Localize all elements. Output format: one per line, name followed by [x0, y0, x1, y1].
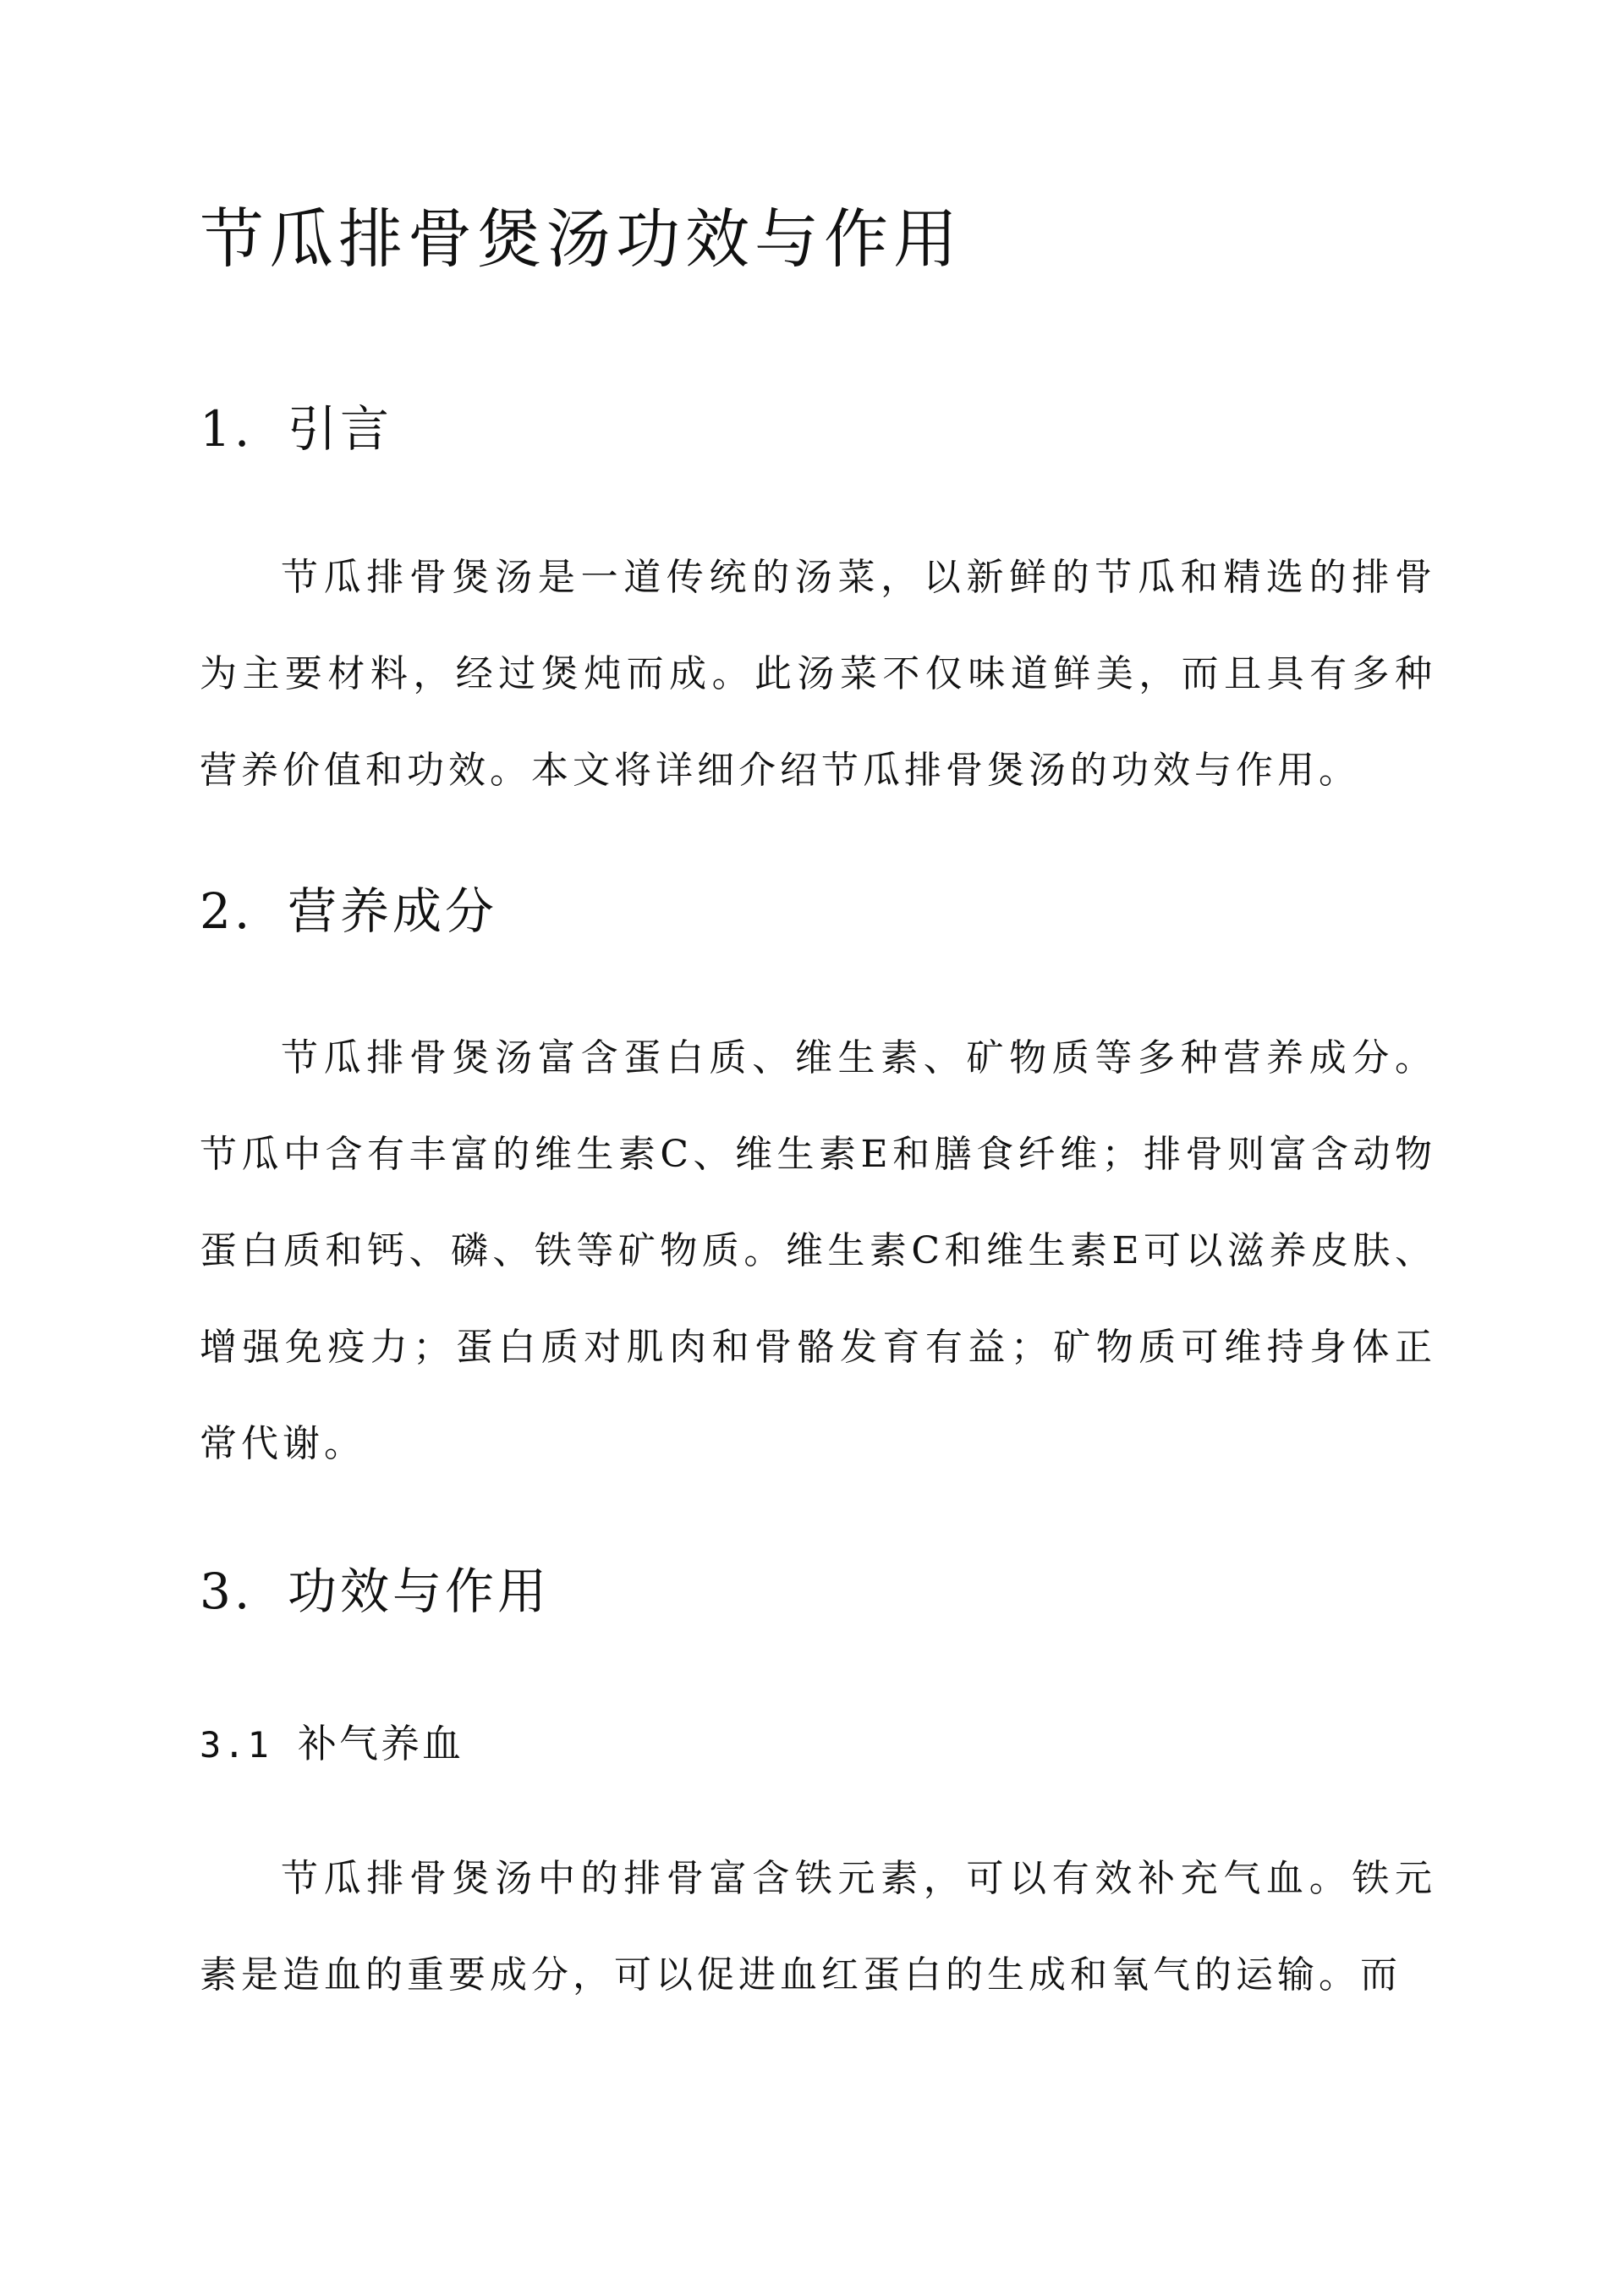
section-heading-introduction [200, 391, 392, 467]
section-number: 3. [200, 1563, 254, 1620]
section-heading-text: 引言 [288, 400, 393, 458]
subsection-paragraph-qi-blood: 节瓜排骨煲汤中的排骨富含铁元素，可以有效补充气血。铁元素是造血的重要成分，可以促进血红蛋白的生成和氧气的运输。而 [200, 1857, 1436, 1997]
section-number: 1. [200, 400, 254, 458]
subsection-number: 3.1 [200, 1724, 272, 1766]
subsection-heading-qi-blood [200, 1714, 464, 1775]
section-paragraph-introduction: 节瓜排骨煲汤是一道传统的汤菜，以新鲜的节瓜和精选的排骨为主要材料，经过煲炖而成。此汤菜不仅味道鲜美，而且具有多种营养价值和功效。本文将详细介绍节瓜排骨煲汤的功效与作用。 [200, 556, 1436, 792]
section-number: 2. [200, 882, 254, 940]
subsection-heading-text: 补气养血 [298, 1721, 464, 1766]
section-paragraph-nutrition: 节瓜排骨煲汤富含蛋白质、维生素、矿物质等多种营养成分。节瓜中含有丰富的维生素C、维生素E和膳食纤维；排骨则富含动物蛋白质和钙、磷、铁等矿物质。维生素C和维生素E可以滋养皮肤、增强免疫力；蛋白质对肌肉和骨骼发育有益；矿物质可维持身体正常代谢。 [200, 1036, 1436, 1465]
section-heading-text: 功效与作用 [288, 1563, 551, 1620]
document-title: 节瓜排骨煲汤功效与作用 [200, 201, 963, 277]
section-heading-text: 营养成分 [288, 882, 498, 940]
section-heading-nutrition [200, 873, 497, 949]
section-heading-effects [200, 1553, 550, 1629]
